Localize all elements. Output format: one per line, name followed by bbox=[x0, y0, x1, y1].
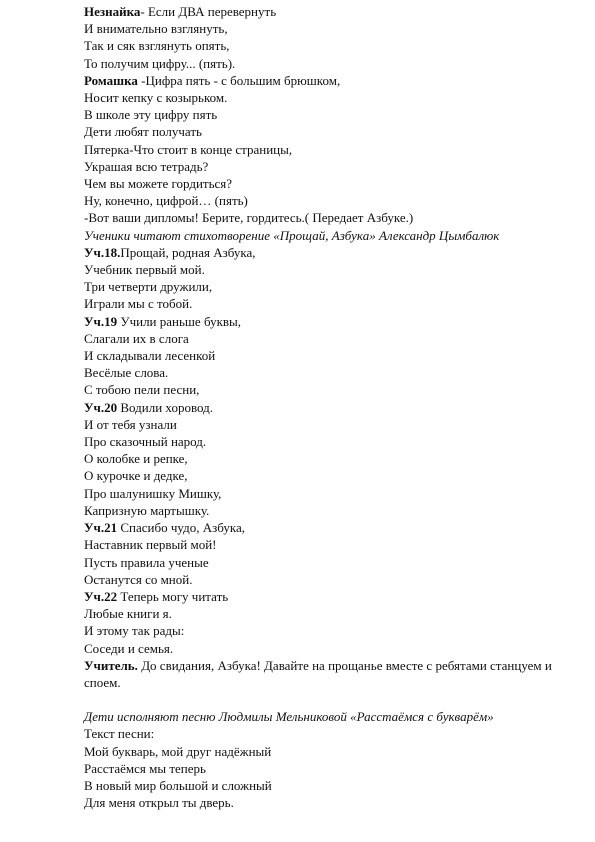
line-text: Пусть правила ученые bbox=[84, 554, 209, 570]
text-line bbox=[84, 450, 575, 467]
speaker-label: Уч.20 bbox=[84, 399, 118, 415]
text-line bbox=[84, 571, 575, 588]
text-line bbox=[84, 399, 575, 416]
line-text: В новый мир большой и сложный bbox=[84, 777, 272, 793]
line-text: Мой букварь, мой друг надёжный bbox=[84, 743, 272, 759]
speaker-label: Уч.21 bbox=[84, 520, 118, 536]
line-text: Пятерка-Что стоит в конце страницы, bbox=[84, 141, 293, 157]
text-line bbox=[84, 416, 575, 433]
line-text: Играли мы с тобой. bbox=[84, 296, 193, 312]
text-line bbox=[84, 519, 575, 536]
line-text: Учебник первый мой. bbox=[84, 262, 205, 278]
text-line bbox=[84, 72, 575, 89]
text-line bbox=[84, 588, 575, 605]
line-text: Прощай, родная Азбука, bbox=[120, 244, 256, 260]
text-line bbox=[84, 244, 575, 261]
line-text: Весёлые слова. bbox=[84, 365, 169, 381]
speaker-label: Уч.18. bbox=[84, 244, 121, 260]
text-line bbox=[84, 364, 575, 381]
line-text: О колобке и репке, bbox=[84, 451, 188, 467]
speaker-label: Учитель. bbox=[84, 657, 138, 673]
line-text: До свидания, Азбука! Давайте на прощанье вместе с ребятами станцуем и споем. bbox=[84, 657, 552, 690]
line-text: Так и сяк взглянуть опять, bbox=[84, 38, 230, 54]
line-text: Носит кепку с козырьком. bbox=[84, 90, 228, 106]
line-text: Наставник первый мой! bbox=[84, 537, 217, 553]
line-text: -Вот ваши дипломы! Берите, гордитесь.( Передает Азбуке.) bbox=[84, 210, 414, 226]
text-line bbox=[84, 330, 575, 347]
line-text: Чем вы можете гордиться? bbox=[84, 176, 233, 192]
line-text: Про шалунишку Мишку, bbox=[84, 485, 222, 501]
text-line bbox=[84, 55, 575, 72]
line-text: Ну, конечно, цифрой… (пять) bbox=[84, 193, 248, 209]
line-text: Слагали их в слога bbox=[84, 330, 189, 346]
text-line bbox=[84, 278, 575, 295]
text-line bbox=[84, 777, 575, 794]
text-line bbox=[84, 141, 575, 158]
text-line bbox=[84, 554, 575, 571]
text-line bbox=[84, 381, 575, 398]
text-line bbox=[84, 192, 575, 209]
text-line bbox=[84, 743, 575, 760]
line-text: -Цифра пять - с большим брюшком, bbox=[137, 72, 341, 88]
text-line bbox=[84, 657, 554, 691]
text-line bbox=[84, 640, 575, 657]
text-line bbox=[84, 261, 575, 278]
line-text: Спасибо чудо, Азбука, bbox=[117, 520, 245, 536]
speaker-label: Уч.22 bbox=[84, 588, 118, 604]
line-text: С тобою пели песни, bbox=[84, 382, 200, 398]
line-text: Текст песни: bbox=[84, 726, 155, 742]
speaker-label: Уч.19 bbox=[84, 313, 118, 329]
line-text: О курочке и дедке, bbox=[84, 468, 188, 484]
text-line bbox=[84, 467, 575, 484]
line-text: Про сказочный народ. bbox=[84, 434, 207, 450]
line-text: В школе эту цифру пять bbox=[84, 107, 218, 123]
stage-direction: Ученики читают стихотворение «Прощай, Азбука» Александр Цымбалюк bbox=[84, 227, 500, 243]
text-line bbox=[84, 123, 575, 140]
text-line bbox=[84, 209, 575, 226]
text-line bbox=[84, 605, 575, 622]
line-text: И складывали лесенкой bbox=[84, 348, 216, 364]
text-line bbox=[84, 433, 575, 450]
text-line bbox=[84, 313, 575, 330]
text-line bbox=[84, 502, 575, 519]
line-text: Любые книги я. bbox=[84, 606, 172, 622]
text-line bbox=[84, 20, 575, 37]
text-line bbox=[84, 485, 575, 502]
line-text: Капризную мартышку. bbox=[84, 502, 210, 518]
text-line bbox=[84, 3, 575, 20]
text-line bbox=[84, 158, 575, 175]
line-text: Украшая всю тетрадь? bbox=[84, 158, 209, 174]
line-text: Водили хоровод. bbox=[117, 399, 213, 415]
text-line bbox=[84, 622, 575, 639]
text-line bbox=[84, 175, 575, 192]
text-line bbox=[84, 708, 575, 725]
line-text: Дети любят получать bbox=[84, 124, 202, 140]
text-line bbox=[84, 347, 575, 364]
text-line bbox=[84, 725, 575, 742]
text-line bbox=[84, 106, 575, 123]
line-text: То получим цифру... (пять). bbox=[84, 55, 236, 71]
line-text: Три четверти дружили, bbox=[84, 279, 213, 295]
line-text: Соседи и семья. bbox=[84, 640, 174, 656]
line-text: И от тебя узнали bbox=[84, 416, 177, 432]
line-text: Для меня открыл ты дверь. bbox=[84, 795, 234, 811]
line-text: И этому так рады: bbox=[84, 623, 185, 639]
text-line bbox=[84, 227, 575, 244]
text-line bbox=[84, 89, 575, 106]
speaker-label: Ромашка bbox=[84, 72, 138, 88]
text-line bbox=[84, 794, 575, 811]
stage-direction: Дети исполняют песню Людмилы Мельниковой «Расстаёмся с букварём» bbox=[84, 709, 494, 725]
line-text: - Если ДВА перевернуть bbox=[140, 4, 277, 19]
speaker-label: Незнайка bbox=[84, 4, 141, 19]
blank-line bbox=[84, 691, 575, 708]
text-line bbox=[84, 295, 575, 312]
line-text: Останутся со мной. bbox=[84, 571, 193, 587]
line-text: И внимательно взглянуть, bbox=[84, 21, 228, 37]
line-text: Расстаёмся мы теперь bbox=[84, 760, 206, 776]
line-text: Теперь могу читать bbox=[117, 588, 229, 604]
text-line bbox=[84, 37, 575, 54]
line-text: Учили раньше буквы, bbox=[117, 313, 242, 329]
text-line bbox=[84, 536, 575, 553]
text-line bbox=[84, 760, 575, 777]
